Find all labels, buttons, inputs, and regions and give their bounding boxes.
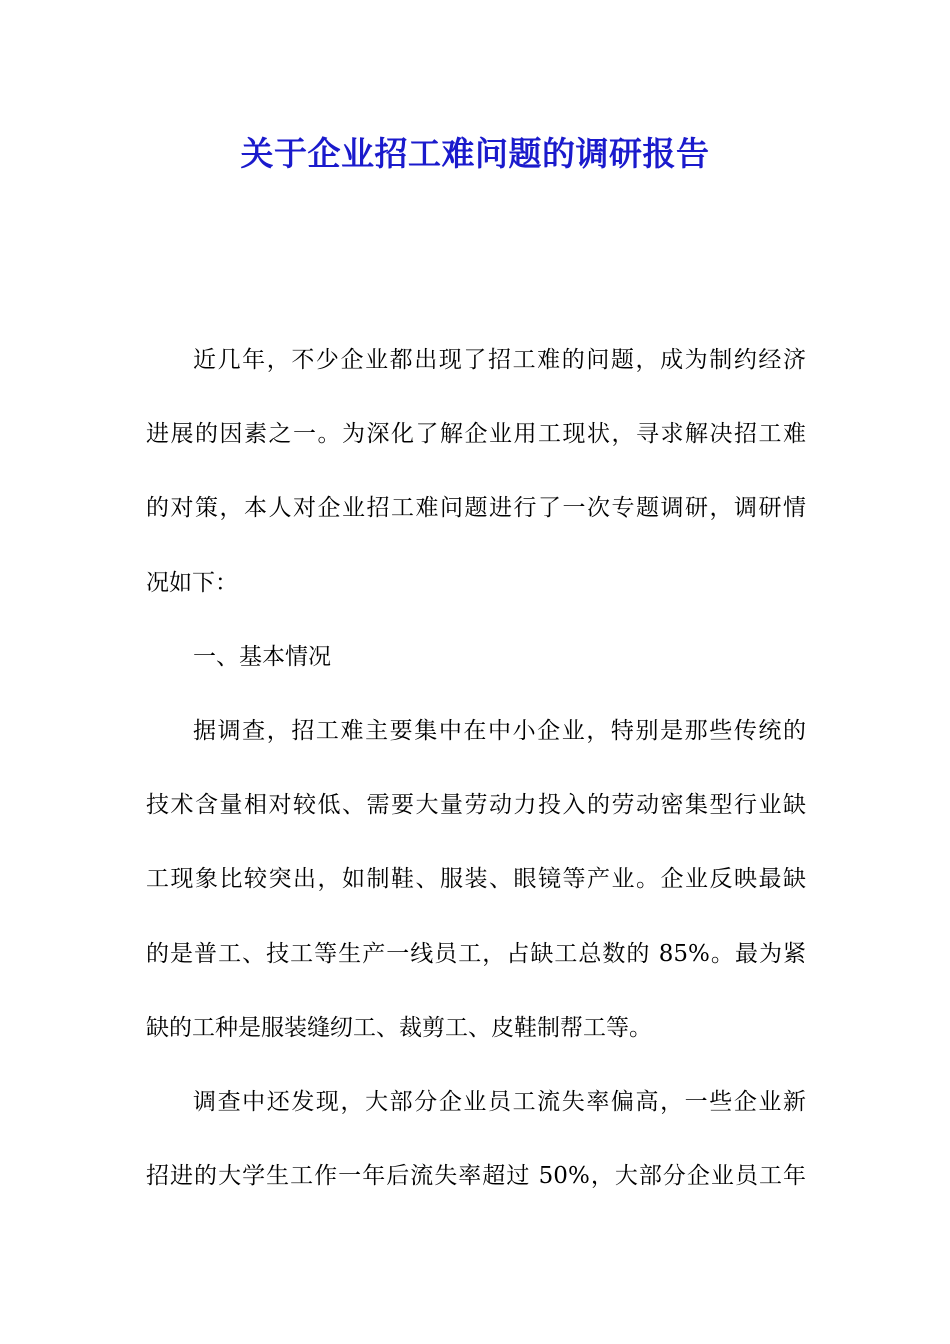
paragraph-line: 招进的大学生工作一年后流失率超过 50%，大部分企业员工年 [146,1163,806,1190]
paragraph-line: 据调查，招工难主要集中在中小企业，特别是那些传统的 [193,717,806,744]
paragraph-line: 的是普工、技工等生产一线员工，占缺工总数的 85%。最为紧 [146,940,806,967]
paragraph-line: 进展的因素之一。为深化了解企业用工现状，寻求解决招工难 [146,421,806,448]
page-title: 关于企业招工难问题的调研报告 [240,134,710,173]
document-body [146,338,806,1228]
paragraph-line: 缺的工种是服装缝纫工、裁剪工、皮鞋制帮工等。 [146,1014,652,1041]
paragraph-line: 调查中还发现，大部分企业员工流失率偏高，一些企业新 [193,1088,806,1115]
section-heading: 一、基本情况 [193,643,331,670]
paragraph-line: 工现象比较突出，如制鞋、服装、眼镜等产业。企业反映最缺 [146,866,806,893]
paragraph-line: 况如下： [146,569,238,596]
paragraph-line: 近几年，不少企业都出现了招工难的问题，成为制约经济 [193,347,806,373]
paragraph-line: 的对策，本人对企业招工难问题进行了一次专题调研，调研情 [146,495,806,522]
paragraph-line: 技术含量相对较低、需要大量劳动力投入的劳动密集型行业缺 [146,792,806,819]
